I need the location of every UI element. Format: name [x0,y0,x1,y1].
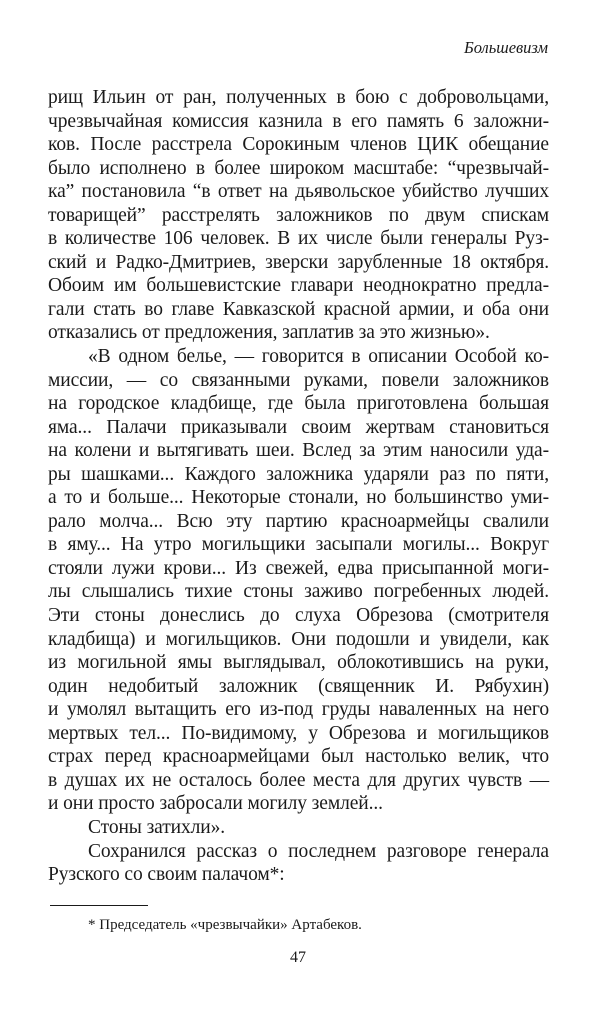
paragraph [48,840,549,887]
paragraph [48,345,549,816]
text-line: отказались от предложения, заплатив за это жизнью». [48,322,490,344]
text-line: ский и Радко-Дмитриев, зверски зарубленные 18 октября. [48,251,549,273]
text-line: «В одном белье, — говорится в описании Особой ко- [88,346,549,368]
paragraph [48,86,549,345]
text-line: товарищей” расстрелять заложников по двум спискам [48,204,549,226]
text-line: один недобитый заложник (священник И. Рябухин) [48,675,549,697]
text-line: Рузского со своим палачом*: [48,864,285,886]
text-line: Сохранился рассказ о последнем разговоре генерала [88,840,549,862]
text-line: и они просто забросали могилу землей... [48,793,383,815]
text-line: Эти стоны донеслись до слуха Обрезова (смотрителя [48,605,549,627]
text-line: чрезвычайная комиссия казнила в его память 6 заложни- [48,110,549,132]
text-line: мертвых тел... По-видимому, у Обрезова и могильщиков [48,722,549,744]
text-line: ры шашками... Каждого заложника ударяли раз по пяти, [48,463,549,485]
text-line: лы слышались тихие стоны заживо погребенных людей. [48,581,549,603]
page-number: 47 [290,949,306,966]
text-line: было исполнено в более широком масштабе: “чрезвычай- [48,157,549,179]
text-line: на колени и вытягивать шеи. Вслед за этим наносили уда- [48,440,549,462]
footnote: * Председатель «чрезвычайки» Артабеков. [88,917,362,933]
text-line: на городское кладбище, где была приготовлена большая [48,393,549,415]
text-line: и умолял вытащить его из-под груды наваленных на него [48,699,549,721]
text-line: страх перед красноармейцами был настолько велик, что [48,746,549,768]
text-line: Обоим им большевистские главари неоднократно предла- [48,275,549,297]
text-line: ков. После расстрела Сорокиным членов ЦИК обещание [48,134,549,156]
paragraph [48,816,549,840]
text-line: яма... Палачи приказывали своим жертвам становиться [48,416,549,438]
running-head: Большевизм [463,38,548,57]
body-text [48,86,549,887]
text-line: рищ Ильин от ран, полученных в бою с добровольцами, [48,87,549,108]
text-line: ка” постановила “в ответ на дьявольское убийство лучших [48,181,549,203]
text-line: миссии, — со связанными руками, повели заложников [48,369,549,391]
text-line: гали стать во главе Кавказской красной армии, и оба они [48,298,549,320]
text-line: в душах их не осталось более места для других чувств — [48,769,549,791]
text-line: из могильной ямы выглядывал, облокотившись на руки, [48,652,549,674]
text-line: Стоны затихли». [88,816,226,838]
text-line: рало молча... Всю эту партию красноармейцы свалили [48,510,549,532]
text-line: в яму... На утро могильщики засыпали могилы... Вокруг [48,534,549,556]
text-line: стояли лужи крови... Из свежей, едва присыпанной моги- [48,557,549,579]
text-line: в количестве 106 человек. В их числе были генералы Руз- [48,228,549,250]
footnote-rule [50,905,148,906]
text-line: кладбища) и могильщиков. Они подошли и увидели, как [48,628,549,650]
text-line: а то и больше... Некоторые стонали, но большинство уми- [48,487,549,509]
